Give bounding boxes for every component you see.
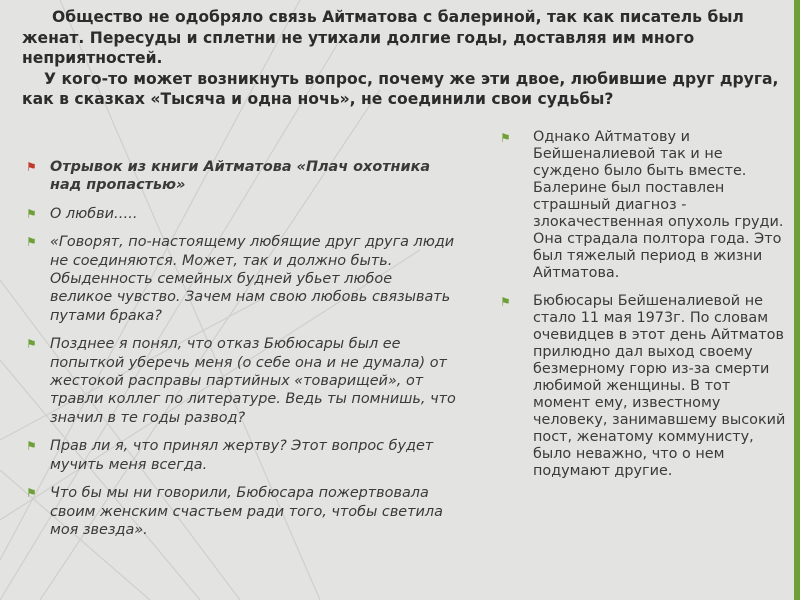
heading-paragraph-2 [22,69,782,110]
accent-bar [794,0,800,600]
list-item-text: Однако Айтматову и Бейшеналиевой так и не суждено было быть вместе. Балерине был поставлен страшный диагноз - злокачественная опухоль груди. Она страдала полтора года. Это был тяжелый период в жизни Айтматова. [533,129,784,281]
list-item [26,233,456,325]
list-item-text: Что бы мы ни говорили, Бюбюсара пожертвовала своим женским счастьем ради того, чтобы светила моя звезда». [50,485,443,538]
flag-bullet-icon: ⚑ [26,160,37,174]
heading-text-2: У кого-то может возникнуть вопрос, почему же эти двое, любившие друг друга, как в сказках «Тысяча и одна ночь», не соединили свои судьбы? [22,69,779,108]
list-item [26,437,456,474]
heading-paragraph-1 [22,7,782,69]
flag-bullet-icon: ⚑ [26,439,37,454]
list-item [26,335,456,427]
heading-text-1: Общество не одобряло связь Айтматова с балериной, так как писатель был женат. Пересуды и сплетни не утихали долгие годы, доставляя им много неприятностей. [22,8,744,67]
flag-bullet-icon: ⚑ [26,486,37,501]
list-item-text: Прав ли я, что принял жертву? Этот вопрос будет мучить меня всегда. [50,438,434,473]
list-item-text: Бюбюсары Бейшеналиевой не стало 11 мая 1973г. По словам очевидцев в этот день Айтматов прилюдно дал выход своему безмерному горю из-за смерти любимой женщины. В тот момент ему, известному человеку, занимавшему высокий пост, женатому коммунисту, было неважно, что о нем подумают другие. [533,293,786,479]
list-item [26,205,456,223]
flag-bullet-icon: ⚑ [500,295,511,309]
list-item-text: Отрывок из книги Айтматова «Плач охотника над пропастью» [50,159,431,194]
list-item-text: «Говорят, по-настоящему любящие друг друга люди не соединяются. Может, так и должно быть. Обыденность семейных будней убьет любое великое чувство. Зачем нам свою любовь связывать путами брака? [50,234,455,324]
list-item-text: О любви….. [50,205,138,222]
slide-heading [22,7,782,110]
list-item-text: Позднее я понял, что отказ Бюбюсары был ее попыткой уберечь меня (о себе она и не думала) от жестокой расправы партийных «товарищей», от травли коллег по литературе. Ведь ты помнишь, что значил в те годы развод? [50,336,456,426]
flag-bullet-icon: ⚑ [26,235,37,250]
list-item [500,293,790,480]
quote-list [26,158,456,549]
story-list [500,129,790,491]
flag-bullet-icon: ⚑ [26,206,37,221]
flag-bullet-icon: ⚑ [26,337,37,352]
list-item [500,129,790,282]
list-item [26,158,456,195]
list-item [26,484,456,539]
flag-bullet-icon: ⚑ [500,131,511,145]
